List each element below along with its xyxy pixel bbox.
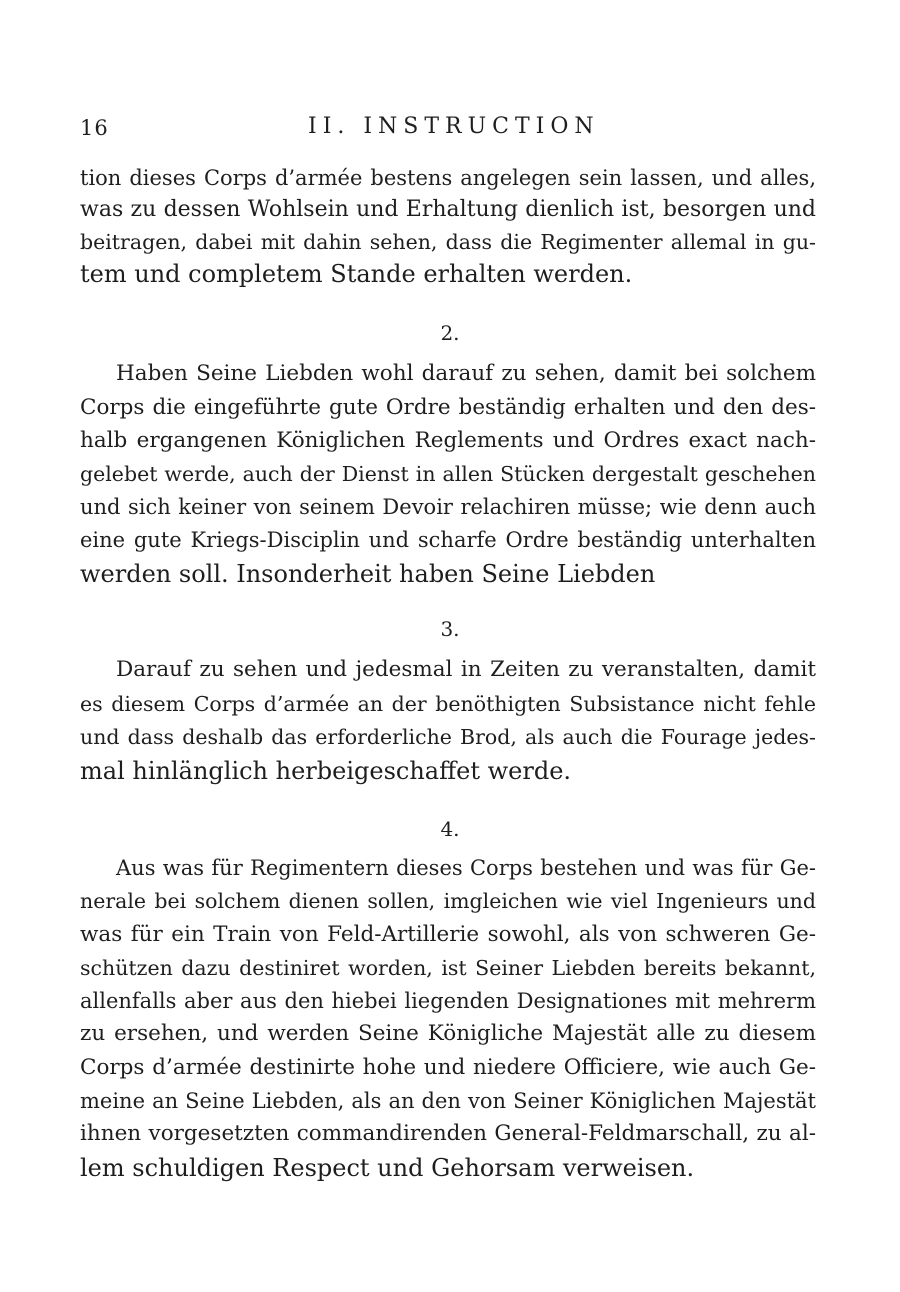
text-line: Corps die eingeführte gute Ordre beständig erhalten und den des- xyxy=(80,395,816,420)
text-line: gelebet werde, auch der Dienst in allen Stücken dergestalt geschehen xyxy=(80,462,816,486)
text-line: schützen dazu destiniret worden, ist Seiner Liebden bereits bekannt, xyxy=(80,956,816,980)
section-number: 3. xyxy=(440,617,460,641)
text-line: Darauf zu sehen und jedesmal in Zeiten zu veranstalten, damit xyxy=(116,657,816,682)
text-line: mal hinlänglich herbeigeschaffet werde. xyxy=(80,757,572,785)
text-line: Aus was für Regimentern dieses Corps bestehen und was für Ge- xyxy=(116,856,816,880)
text-line: tem und completem Stande erhalten werden. xyxy=(80,260,633,288)
text-line: es diesem Corps d’armée an der benöthigten Subsistance nicht fehle xyxy=(80,692,816,716)
page-number: 16 xyxy=(80,116,109,140)
text-line: nerale bei solchem dienen sollen, imgleichen wie viel Ingenieurs und xyxy=(80,889,816,913)
text-line: meine an Seine Liebden, als an den von Seiner Königlichen Majestät xyxy=(80,1089,816,1113)
text-line: eine gute Kriegs-Disciplin und scharfe Ordre beständig unterhalten xyxy=(80,528,816,552)
text-line: allenfalls aber aus den hiebei liegenden Designationes mit mehrerm xyxy=(80,989,816,1013)
text-line: beitragen, dabei mit dahin sehen, dass die Regimenter allemal in gu- xyxy=(80,230,816,254)
text-line: lem schuldigen Respect und Gehorsam verweisen. xyxy=(80,1154,695,1182)
section-number: 4. xyxy=(440,817,460,841)
text-line: halb ergangenen Königlichen Reglements und Ordres exact nach- xyxy=(80,428,816,453)
text-line: werden soll. Insonderheit haben Seine Liebden xyxy=(80,560,656,588)
text-line: ihnen vorgesetzten commandirenden General-Feldmarschall, zu al- xyxy=(80,1121,816,1146)
text-line: und dass deshalb das erforderliche Brod, als auch die Fourage jedes- xyxy=(80,725,816,749)
text-line: und sich keiner von seinem Devoir relachiren müsse; wie denn auch xyxy=(80,495,816,519)
text-line: was für ein Train von Feld-Artillerie sowohl, als von schweren Ge- xyxy=(80,922,816,947)
text-line: zu ersehen, und werden Seine Königliche Majestät alle zu diesem xyxy=(80,1021,816,1046)
text-line: Corps d’armée destinirte hohe und niedere Officiere, wie auch Ge- xyxy=(80,1055,816,1080)
text-line: tion dieses Corps d’armée bestens angelegen sein lassen, und alles, xyxy=(80,166,816,190)
section-number: 2. xyxy=(440,321,460,345)
text-line: Haben Seine Liebden wohl darauf zu sehen, damit bei solchem xyxy=(116,361,816,386)
running-title: II. INSTRUCTION xyxy=(308,114,600,139)
text-line: was zu dessen Wohlsein und Erhaltung dienlich ist, besorgen und xyxy=(80,197,816,222)
